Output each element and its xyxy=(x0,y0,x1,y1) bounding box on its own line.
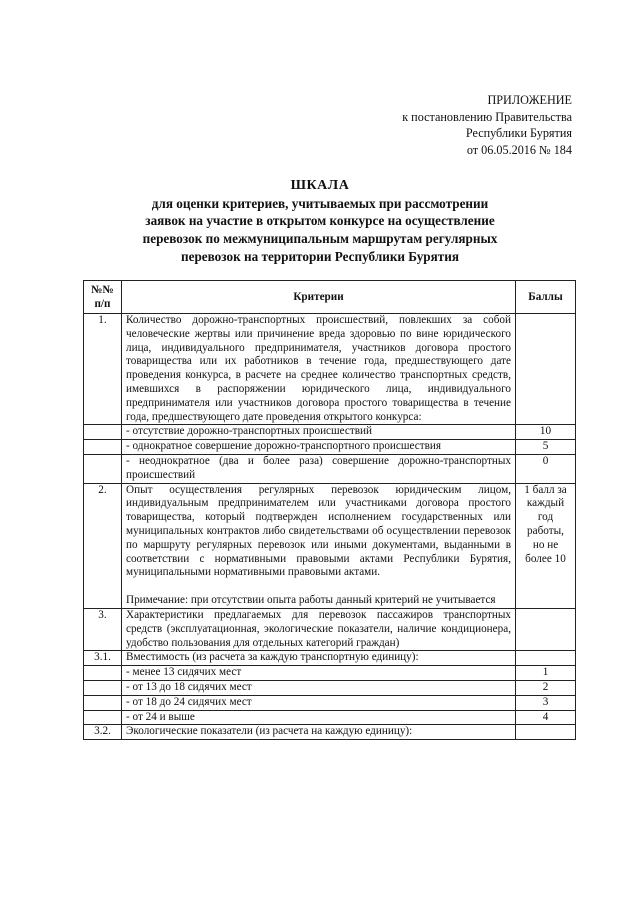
table-row xyxy=(84,695,576,710)
row-number xyxy=(84,710,122,725)
row-number xyxy=(84,440,122,455)
row-points: 2 xyxy=(516,680,576,695)
title-line: перевозок по межмуниципальным маршрутам регулярных xyxy=(142,231,498,247)
row-points: 1 xyxy=(516,666,576,681)
row-number xyxy=(84,666,122,681)
table-header-row xyxy=(84,281,576,314)
table-row xyxy=(84,710,576,725)
table-row xyxy=(84,440,576,455)
criteria-table xyxy=(83,280,576,740)
appendix-line: ПРИЛОЖЕНИЕ xyxy=(487,93,572,107)
appendix-line: к постановлению Правительства xyxy=(402,109,572,124)
row-points: 0 xyxy=(516,454,576,483)
row-criteria-cell xyxy=(122,483,516,608)
appendix-line: Республики Бурятия xyxy=(465,126,572,140)
row-number xyxy=(84,680,122,695)
row-number xyxy=(84,454,122,483)
row-points: 3 xyxy=(516,695,576,710)
row-criteria: - менее 13 сидячих мест xyxy=(122,666,516,681)
row-points xyxy=(516,651,576,666)
table-row xyxy=(84,651,576,666)
row-criteria: Количество дорожно-транспортных происшествий, повлекших за собой человеческие жертвы или причинение вреда здоровью по вине юридического лица, индивидуального предпринимателя, участников договора простого товарищества или их работников в течение года, предшествующего дате проведения конкурса, в расчете на среднее количество транспортных средств, имевшихся в распоряжении юридического лица, индивидуального предпринимателя или участников договора простого товарищества в течение года, предшествующего дате проведения открытого конкурса: xyxy=(122,314,516,425)
row-criteria: Экологические показатели (из расчета на каждую единицу): xyxy=(122,725,516,740)
title-line: перевозок на территории Республики Бурятия xyxy=(181,248,459,264)
row-criteria: - отсутствие дорожно-транспортных происшествий xyxy=(122,425,516,440)
table-row xyxy=(84,680,576,695)
row-number: 3.2. xyxy=(84,725,122,740)
appendix-header xyxy=(402,92,572,158)
row-criteria: Опыт осуществления регулярных перевозок юридическим лицом, индивидуальным предпринимателем или участниками договора простого товарищества, который подтвержден исполнением государственных или муниципальных контрактов либо свидетельствами об осуществлении перевозок по маршруту регулярных перевозок или иными документами, выданными в соответствии с нормативными правовыми актами Республики Бурятия, муниципальными нормативными правовыми актами. xyxy=(126,483,511,579)
row-criteria: - от 13 до 18 сидячих мест xyxy=(122,680,516,695)
row-criteria: - от 18 до 24 сидячих мест xyxy=(122,695,516,710)
row-criteria: - неоднократное (два и более раза) совершение дорожно-транспортных происшествий xyxy=(122,454,516,483)
header-number-line1: №№ xyxy=(91,284,114,296)
row-criteria: - от 24 и выше xyxy=(122,710,516,725)
row-points xyxy=(516,725,576,740)
row-points: 4 xyxy=(516,710,576,725)
row-points xyxy=(516,314,576,425)
row-number: 1. xyxy=(84,314,122,425)
row-points: 10 xyxy=(516,425,576,440)
row-number: 2. xyxy=(84,483,122,608)
title-line: заявок на участие в открытом конкурсе на осуществление xyxy=(145,213,495,229)
title-main: ШКАЛА xyxy=(290,178,350,193)
table-row xyxy=(84,454,576,483)
row-number xyxy=(84,425,122,440)
row-points: 5 xyxy=(516,440,576,455)
row-note: Примечание: при отсутствии опыта работы данный критерий не учитывается xyxy=(126,594,496,607)
header-number-line2: п/п xyxy=(94,298,111,310)
table-row xyxy=(84,725,576,740)
row-criteria: Характеристики предлагаемых для перевозок пассажиров транспортных средств (эксплуатационная, экологические показатели, наличие кондиционера, удобство пользования для отдельных категорий граждан) xyxy=(122,608,516,650)
document-title xyxy=(0,177,640,266)
row-points xyxy=(516,608,576,650)
table-row xyxy=(84,483,576,608)
table-row xyxy=(84,666,576,681)
table-row xyxy=(84,425,576,440)
header-number xyxy=(84,281,122,314)
row-criteria: Вместимость (из расчета за каждую транспортную единицу): xyxy=(122,651,516,666)
row-points: 1 балл за каждый год работы, но не более 10 xyxy=(516,483,576,608)
row-number: 3. xyxy=(84,608,122,650)
row-number xyxy=(84,695,122,710)
row-number: 3.1. xyxy=(84,651,122,666)
table-row xyxy=(84,608,576,650)
appendix-line: от 06.05.2016 № 184 xyxy=(466,142,572,157)
header-criteria: Критерии xyxy=(122,281,516,314)
header-points: Баллы xyxy=(516,281,576,314)
title-line: для оценки критериев, учитываемых при рассмотрении xyxy=(151,195,489,211)
row-criteria: - однократное совершение дорожно-транспортного происшествия xyxy=(122,440,516,455)
table-row xyxy=(84,314,576,425)
